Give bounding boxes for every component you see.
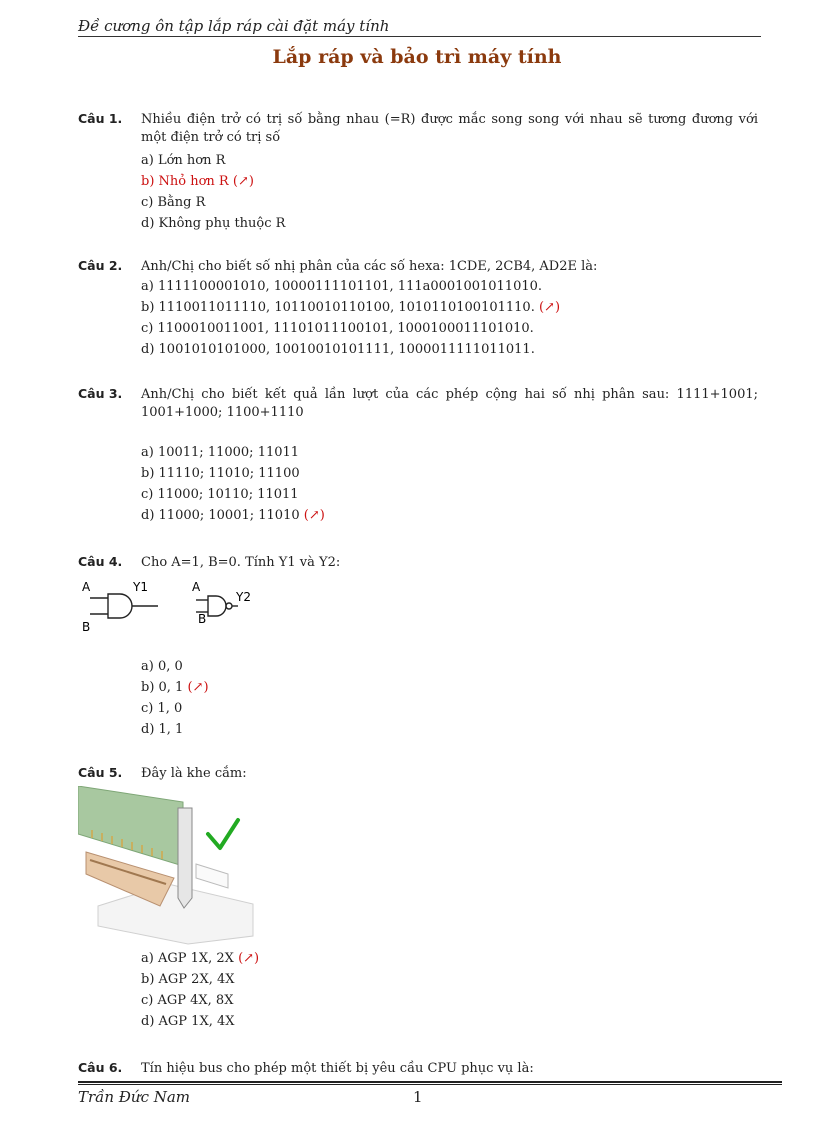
footer-divider bbox=[78, 1084, 782, 1085]
question-text: Anh/Chị cho biết số nhị phân của các số hexa: 1CDE, 2CB4, AD2E là: bbox=[141, 259, 598, 274]
option-d bbox=[141, 505, 758, 526]
gate2-input-b-label: B bbox=[198, 612, 207, 626]
checkmark-icon bbox=[208, 820, 238, 848]
and-gate-icon bbox=[90, 594, 158, 618]
answer-mark-icon: (↗) bbox=[303, 508, 325, 523]
gate1-output-label: Y1 bbox=[133, 580, 148, 594]
gate1-input-a-label: A bbox=[82, 580, 91, 594]
question-3 bbox=[78, 386, 758, 526]
option-d: d) AGP 1X, 4X bbox=[141, 1014, 235, 1029]
question-4 bbox=[78, 554, 758, 572]
question-6 bbox=[78, 1060, 758, 1078]
option-c: c) 1100010011001, 11101011100101, 1000100011101010. bbox=[141, 321, 534, 336]
agp-slot-image bbox=[78, 786, 258, 946]
option-a: a) 0, 0 bbox=[141, 659, 183, 674]
page-number: 1 bbox=[413, 1088, 423, 1106]
answer-mark-icon: (↗) bbox=[538, 300, 561, 315]
option-list bbox=[141, 276, 758, 360]
gate2-input-a-label: A bbox=[192, 580, 201, 594]
option-list bbox=[141, 150, 758, 234]
option-b: b) 11110; 11010; 11100 bbox=[141, 466, 300, 481]
option-b bbox=[141, 171, 758, 192]
option-list bbox=[141, 656, 758, 740]
option-d: d) 1, 1 bbox=[141, 722, 184, 737]
answer-mark-icon: (↗) bbox=[238, 951, 260, 966]
option-a bbox=[141, 948, 758, 969]
gate2-output-label: Y2 bbox=[236, 590, 251, 604]
option-a: a) 1111100001010, 10000111101101, 111a0001001011010. bbox=[141, 279, 543, 294]
question-number: Câu 4. bbox=[78, 554, 123, 569]
question-number: Câu 3. bbox=[78, 386, 123, 401]
footer-divider bbox=[78, 1081, 782, 1083]
question-1 bbox=[78, 111, 758, 234]
question-4-options bbox=[78, 656, 758, 740]
option-a: a) 10011; 11000; 11011 bbox=[141, 445, 300, 460]
option-c: c) 11000; 10110; 11011 bbox=[141, 487, 299, 502]
option-c: c) 1, 0 bbox=[141, 701, 183, 716]
option-text: b) Nhỏ hơn R bbox=[141, 174, 229, 189]
motherboard-shape bbox=[98, 884, 253, 944]
question-number: Câu 1. bbox=[78, 111, 123, 126]
option-d: d) Không phụ thuộc R bbox=[141, 216, 286, 231]
option-text: d) 11000; 10001; 11010 bbox=[141, 508, 300, 523]
question-text: Anh/Chị cho biết kết quả lần lượt của các phép cộng hai số nhị phân sau: 1111+1001; 1001+1000; 1100+1110 bbox=[141, 387, 758, 420]
option-c: c) AGP 4X, 8X bbox=[141, 993, 234, 1008]
question-text: Tín hiệu bus cho phép một thiết bị yêu cầu CPU phục vụ là: bbox=[141, 1061, 534, 1076]
option-list bbox=[141, 948, 758, 1032]
option-list bbox=[141, 442, 758, 526]
option-a: a) Lớn hơn R bbox=[141, 153, 226, 168]
bracket-shape bbox=[178, 808, 192, 908]
option-b bbox=[141, 297, 758, 318]
question-text: Nhiều điện trở có trị số bằng nhau (=R) được mắc song song với nhau sẽ tương đương với một điện trở có trị số bbox=[141, 112, 758, 145]
question-number: Câu 6. bbox=[78, 1060, 123, 1075]
question-5-options bbox=[78, 948, 758, 1032]
option-text: b) 0, 1 bbox=[141, 680, 184, 695]
option-c: c) Bằng R bbox=[141, 195, 206, 210]
option-b bbox=[141, 677, 758, 698]
question-text: Cho A=1, B=0. Tính Y1 và Y2: bbox=[141, 555, 341, 570]
question-text: Đây là khe cắm: bbox=[141, 766, 247, 781]
page-title: Lắp ráp và bảo trì máy tính bbox=[272, 46, 562, 68]
gate1-input-b-label: B bbox=[82, 620, 91, 634]
option-d: d) 1001010101000, 10010010101111, 1000011111011011. bbox=[141, 342, 535, 357]
answer-mark-icon: (↗) bbox=[187, 680, 209, 695]
question-number: Câu 5. bbox=[78, 765, 123, 780]
option-text: b) 1110011011110, 10110010110100, 1010110100101110. bbox=[141, 300, 535, 315]
page-header: Đề cương ôn tập lắp ráp cài đặt máy tính bbox=[78, 16, 761, 37]
footer-author: Trần Đức Nam bbox=[78, 1088, 191, 1106]
question-2 bbox=[78, 258, 758, 360]
question-5 bbox=[78, 765, 758, 783]
option-b: b) AGP 2X, 4X bbox=[141, 972, 235, 987]
answer-mark-icon: (↗) bbox=[232, 174, 254, 189]
question-number: Câu 2. bbox=[78, 258, 123, 273]
logic-gates-diagram bbox=[78, 576, 268, 634]
option-text: a) AGP 1X, 2X bbox=[141, 951, 234, 966]
